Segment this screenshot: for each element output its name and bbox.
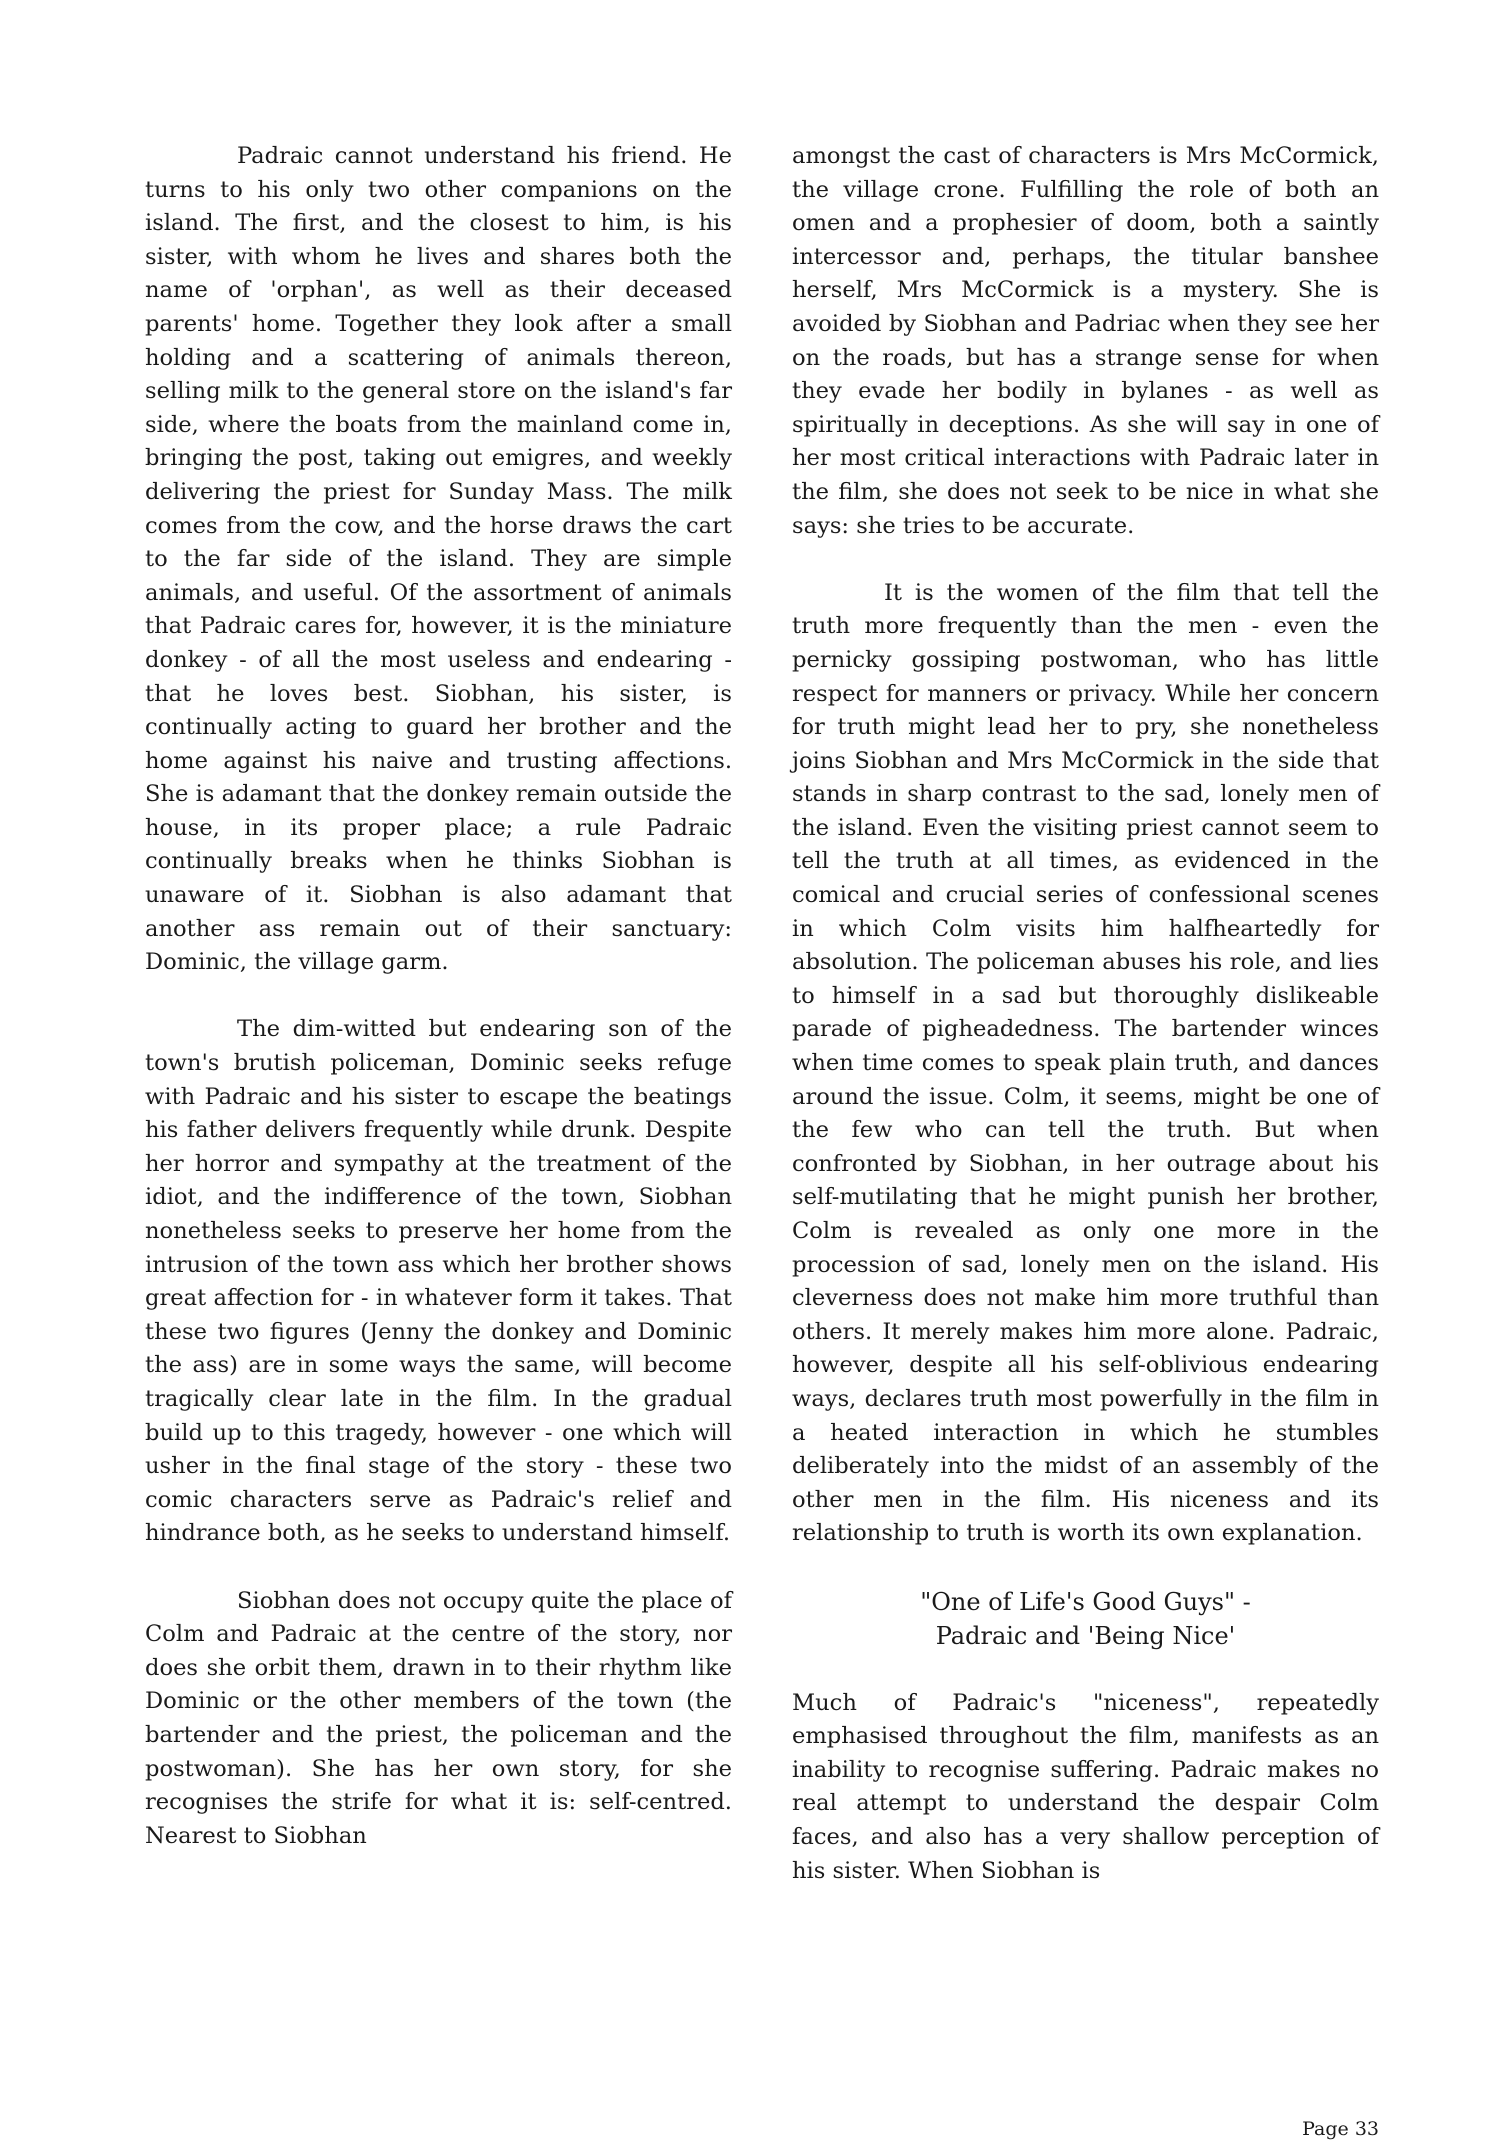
page-number: Page 33 <box>1302 2118 1379 2140</box>
paragraph-mrs-mccormick: amongst the cast of characters is Mrs McCormick, the village crone. Fulfilling the role of both an omen and a prophesier of doom, both a saintly intercessor and, perhaps, the titular banshee herself, Mrs McCormick is a mystery. She is avoided by Siobhan and Padriac when they see her on the roads, but has a strange sense for when they evade her bodily in bylanes - as well as spiritually in deceptions. As she will say in one of her most critical interactions with Padraic later in the film, she does not seek to be nice in what she says: she tries to be accurate. <box>792 143 1379 539</box>
paragraph-siobhan: Siobhan does not occupy quite the place of Colm and Padraic at the centre of the story, nor does she orbit them, drawn in to their rhythm like Dominic or the other members of the town (the bartender and the priest, the policeman and the postwoman). She has her own story, for she recognises the strife for what it is: self-centred. Nearest to Siobhan <box>145 1587 732 1849</box>
paragraph-dominic: The dim-witted but endearing son of the town's brutish policeman, Dominic seeks refuge with Padraic and his sister to escape the beatings his father delivers frequently while drunk. Despite her horror and sympathy at the treatment of the idiot, and the indifference of the town, Siobhan nonetheless seeks to preserve her home from the intrusion of the town ass which her brother shows great affection for - in whatever form it takes. That these two figures (Jenny the donkey and Dominic the ass) are in some ways the same, will become tragically clear late in the film. In the gradual build up to this tragedy, however - one which will usher in the final stage of the story - these two comic characters serve as Padraic's relief and hindrance both, as he seeks to understand himself. <box>145 1016 732 1547</box>
paragraph-padraic-sister: Padraic cannot understand his friend. He turns to his only two other companions on the island. The first, and the closest to him, is his sister, with whom he lives and shares both the name of 'orphan', as well as their deceased parents' home. Together they look after a small holding and a scattering of animals thereon, selling milk to the general store on the island's far side, where the boats from the mainland come in, bringing the post, taking out emigres, and weekly delivering the priest for Sunday Mass. The milk comes from the cow, and the horse draws the cart to the far side of the island. They are simple animals, and useful. Of the assortment of animals that Padraic cares for, however, it is the miniature donkey - of all the most useless and endearing - that he loves best. Siobhan, his sister, is continually acting to guard her brother and the home against his naive and trusting affections. She is adamant that the donkey remain outside the house, in its proper place; a rule Padraic continually breaks when he thinks Siobhan is unaware of it. Siobhan is also adamant that another ass remain out of their sanctuary: Dominic, the village garm. <box>145 143 732 976</box>
paragraph-niceness: Much of Padraic's "niceness", repeatedly emphasised throughout the film, manifests as an inability to recognise suffering. Padraic makes no real attempt to understand the despair Colm faces, and also has a very shallow perception of his sister. When Siobhan is <box>792 1689 1379 1884</box>
section-heading-line-2: Padraic and 'Being Nice' <box>935 1621 1236 1650</box>
left-column <box>145 140 732 1853</box>
section-heading <box>792 1585 1379 1653</box>
paragraph-women-truth: It is the women of the film that tell the truth more frequently than the men - even the pernicky gossiping postwoman, who has little respect for manners or privacy. While her concern for truth might lead her to pry, she nonetheless joins Siobhan and Mrs McCormick in the side that stands in sharp contrast to the sad, lonely men of the island. Even the visiting priest cannot seem to tell the truth at all times, as evidenced in the comical and crucial series of confessional scenes in which Colm visits him halfheartedly for absolution. The policeman abuses his role, and lies to himself in a sad but thoroughly dislikeable parade of pigheadedness. The bartender winces when time comes to speak plain truth, and dances around the issue. Colm, it seems, might be one of the few who can tell the truth. But when confronted by Siobhan, in her outrage about his self-mutilating that he might punish her brother, Colm is revealed as only one more in the procession of sad, lonely men on the island. His cleverness does not make him more truthful than others. It merely makes him more alone. Padraic, however, despite all his self-oblivious endearing ways, declares truth most powerfully in the film in a heated interaction in which he stumbles deliberately into the midst of an assembly of the other men in the film. His niceness and its relationship to truth is worth its own explanation. <box>792 579 1379 1547</box>
right-column <box>792 140 1379 1888</box>
section-heading-line-1: "One of Life's Good Guys" - <box>920 1587 1251 1616</box>
